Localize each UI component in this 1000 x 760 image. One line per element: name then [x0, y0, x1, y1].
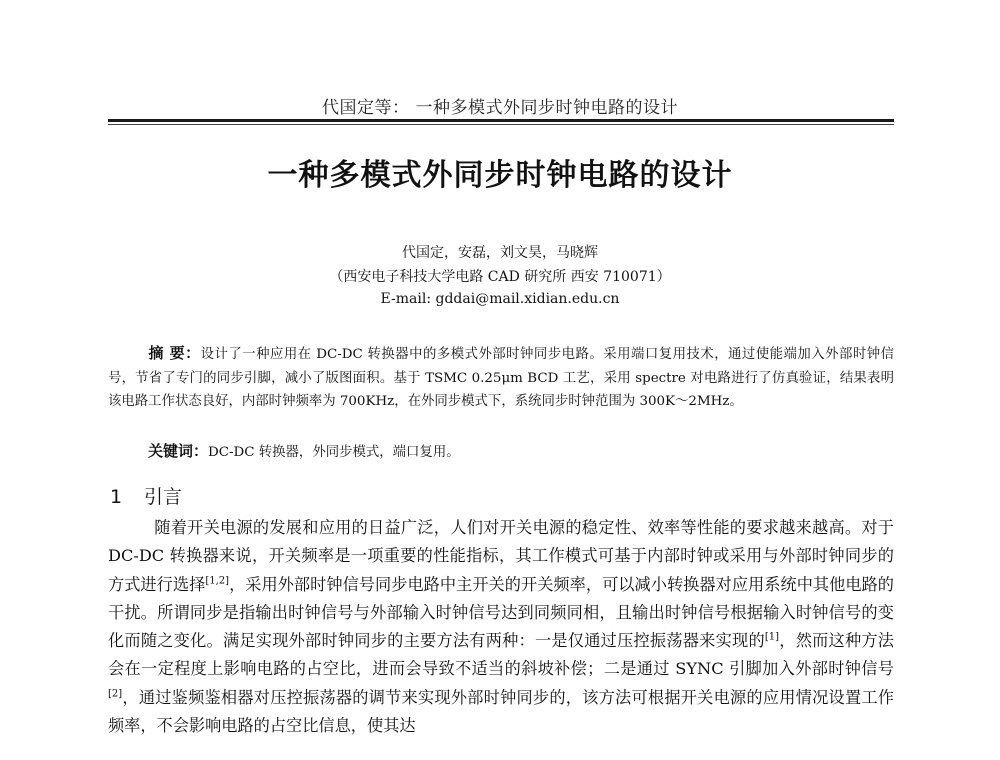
paper-title: 一种多模式外同步时钟电路的设计 — [267, 158, 733, 193]
running-header: 代国定等： 一种多模式外同步时钟电路的设计 — [322, 98, 678, 118]
author-list: 代国定，安磊，刘文昊，马晓辉 — [402, 245, 598, 261]
section-title: 引言 — [144, 486, 183, 508]
section-heading — [110, 482, 182, 509]
keywords-label: 关键词： — [148, 442, 209, 460]
citation-ref: [1,2] — [205, 575, 230, 587]
section-body — [108, 514, 894, 740]
affiliation: （西安电子科技大学电路 CAD 研究所 西安 710071） — [329, 269, 671, 285]
abstract-text: 设计了一种应用在 DC-DC 转换器中的多模式外部时钟同步电路。采用端口复用技术，通过使能端加入外部时钟信号，节省了专门的同步引脚，减小了版图面积。基于 TSMC 0.25μm BCD 工艺，采用 spectre 对电路进行了仿真验证，结果表明该电路工作状态良好，内部时钟频率为 700KHz，在外同步模式下，系统同步时钟范围为 300K～2MHz。 — [108, 347, 894, 409]
author-email: E-mail: gddai@mail.xidian.edu.cn — [380, 291, 620, 307]
abstract-label: 摘 要： — [148, 344, 201, 362]
section-number: 1 — [110, 486, 123, 508]
citation-ref: [2] — [108, 688, 123, 700]
citation-ref: [1] — [764, 631, 780, 643]
body-part: ，采用外部时钟信号同步电路中主开关的开关频率，可以减小转换器对应用系统中其他电路的干扰。所谓同步是指输出时钟信号与外部输入时钟信号达到同频同相，且输出时钟信号根据输入时钟信号的变化而随之变化。满足实现外部时钟同步的主要方法有两种：一是仅通过压控振荡器来实现的 — [108, 574, 894, 651]
body-part: ，然而这种方法会在一定程度上影响电路的占空比，进而会导致不适当的斜坡补偿；二是通过 SYNC 引脚加入外部时钟信号 — [108, 631, 894, 679]
keywords — [148, 440, 894, 464]
body-part: ，通过鉴频鉴相器对压控振荡器的调节来实现外部时钟同步的，该方法可根据开关电源的应用情况设置工作频率，不会影响电路的占空比信息，使其达 — [108, 687, 894, 736]
keywords-text: DC-DC 转换器，外同步模式，端口复用。 — [208, 445, 460, 460]
abstract — [108, 342, 894, 414]
header-rule-thick — [108, 119, 894, 122]
body-part: 随着开关电源的发展和应用的日益广泛，人们对开关电源的稳定性、效率等性能的要求越来越高。对于 DC-DC 转换器来说，开关频率是一项重要的性能指标，其工作模式可基于内部时钟或采用与外部时钟同步的方式进行选择 — [108, 518, 894, 594]
header-rule-thin — [108, 124, 894, 125]
